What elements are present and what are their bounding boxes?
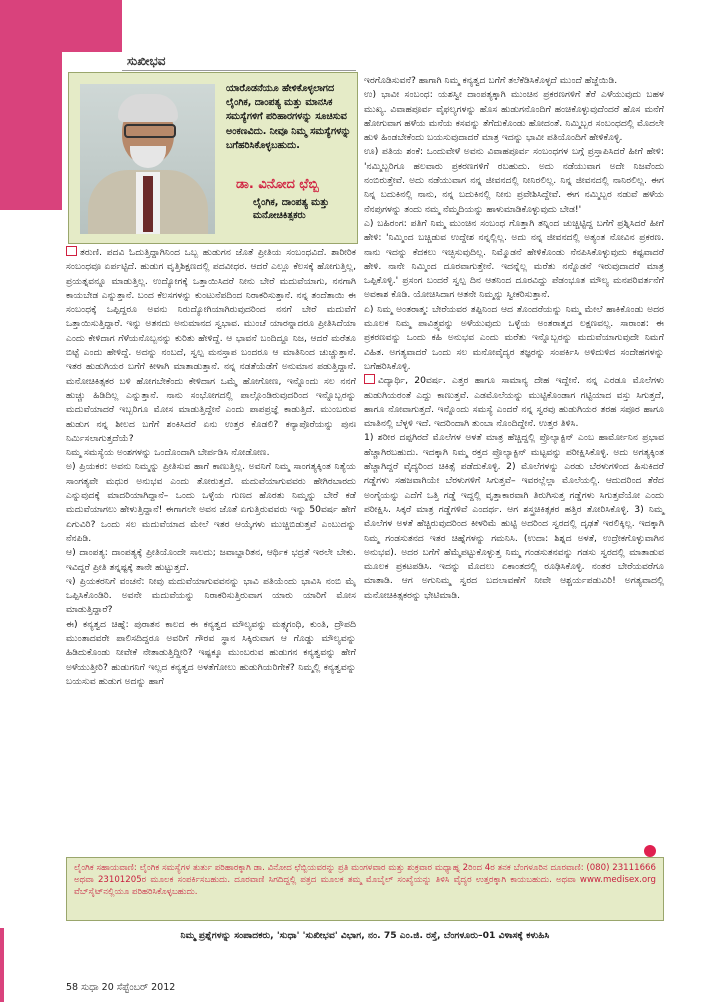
submission-address: ನಿಮ್ಮ ಪ್ರಶ್ನೆಗಳನ್ನು ಸಂಪಾದಕರು, 'ಸುಧಾ' 'ಸುಖೀಭವ' ವಿಭಾಗ, ನಂ. 75 ಎಂ.ಜಿ. ರಸ್ತೆ, ಬೆಂಗಳೂರು–01 ವಿಳಾಸಕ್ಕೆ ಕಳುಹಿಸಿ (180, 930, 550, 941)
question-2-paragraph: ವಿದ್ಯಾರ್ಥಿ, 20ವರ್ಷ. ಎತ್ತರ ಹಾಗೂ ಸಾಮಾನ್ಯ ದೇಹ ಇದ್ದೇನೆ. ನನ್ನ ಎರಡೂ ಮೊಲೆಗಳು ಹುಡುಗಿಯರಂತೆ ಎದ್ದು ಕಾಣುತ್ತವೆ. ಎಡಮೊಲೆಯನ್ನು ಮುಟ್ಟಿಕೊಂಡಾಗ ಗಟ್ಟಿಯಾದ ವಸ್ತು ಸಿಗುತ್ತದೆ, ಹಾಗೂ ನೋವಾಗುತ್ತದೆ. ಇನ್ನೊಂದು ಸಮಸ್ಯೆ ಎಂದರೆ ನನ್ನ ಸ್ವರವು ಹುಡುಗಿಯರ ತರಹ ಸಪೂರ ಹಾಗೂ ಮಾತಿನಲ್ಲಿ ಬೆಳ್ಳಳಿ ಇದೆ. ಇದರಿಂದಾಗಿ ತುಂಬಾ ನೊಂದಿದ್ದೇನೆ. ಉತ್ತರ ತಿಳಿಸಿ. (364, 375, 664, 430)
page-footer: 58 ಸುಧಾ 20 ಸೆಪ್ಟೆಂಬರ್ 2012 (66, 982, 176, 993)
answer-point-ee: ಏ) ನಿಮ್ಮ ಅಂತರಾತ್ಮ: ಬೇರೆಯವರ ತಪ್ಪಿನಿಂದ ಆದ ತೊಂದರೆಯನ್ನು ನಿಮ್ಮ ಮೇಲೆ ಹಾಕಿಕೊಂಡು ಅದರ ಮೂಲಕ ನಿಮ್ಮ ಪಾವಿತ್ರ್ಯವನ್ನು ಅಳೆಯುವುದು ಒಳ್ಳೆಯ ಅಂತರಾತ್ಮದ ಲಕ್ಷಣವಲ್ಲ. ಸಾರಾಂಶ: ಈ ಪ್ರಕರಣವನ್ನು ಒಂದು ಕಹಿ ಅನುಭವ ಎಂದು ಮರೆತು ಇನ್ನೊಬ್ಬರನ್ನು ಮದುವೆಯಾಗುವುದೇ ನಿಮಗೆ ವಿಹಿತ. ಅಗತ್ಯವಾದರೆ ಒಂದು ಸಲ ಮನೋವೈದ್ಯರ ತಜ್ಞರನ್ನು ಸಂಪರ್ಕಿಸಿ ಅಳಿದುಳಿದ ಸಂದೇಹಗಳನ್ನು ಬಗೆಹರಿಸಿಕೊಳ್ಳಿ. (364, 303, 664, 372)
right-column (364, 74, 664, 603)
answer-point-i: ಇ) ಪ್ರಿಯಕರನಿಗೆ ವಂಚನೆ: ನೀವು ಮದುವೆಯಾಗುವವನನ್ನು ಭಾವಿ ಪತಿಯೆಂದು ಭಾವಿಸಿ ನಂಬಿ ಮೈ ಒಪ್ಪಿಸಿಕೊಂಡಿರಿ. ಅವನೇ ಮದುವೆಯನ್ನು ನಿರಾಕರಿಸುತ್ತಿರುವಾಗ ಯಾರು ಯಾರಿಗೆ ಮೋಸ ಮಾಡುತ್ತಿದ್ದಾರೆ? (66, 575, 356, 616)
answer-point-uu: ಊ) ಪತಿಯ ಶಂಕೆ: ಒಂದುವೇಳೆ ಅವನು ವಿವಾಹಪೂರ್ವ ಸಂಬಂಧಗಳ ಬಗ್ಗೆ ಪ್ರಸ್ತಾಪಿಸಿದರೆ ಹೀಗೆ ಹೇಳಿ: 'ನಮ್ಮಿಬ್ಬರಿಗೂ ಹಲವಾರು ಪ್ರಕರಣಗಳಿಗೆ ರಬಹುದು. ಅದು ನಡೆಯುವಾಗ ಅದೇ ನಿಜವೆಂದು ನಂಬಿರುತ್ತೇವೆ. ಅದು ನಡೆಯುವಾಗ ನನ್ನ ಜೀವನದಲ್ಲಿ ನೀನಿರಲಿಲ್ಲ. ನಿನ್ನ ಜೀವನದಲ್ಲಿ ನಾನಿರಲಿಲ್ಲ. ಈಗ ನಿನ್ನ ಬದುಕಿನಲ್ಲಿ ನಾನು, ನನ್ನ ಬದುಕಿನಲ್ಲಿ ನೀನು ಪ್ರವೇಶಿಸಿದ್ದೇವೆ. ಈಗ ನಮ್ಮಿಬ್ಬರ ನಡುವೆ ಹಳೆಯ ನೆನಪುಗಳನ್ನು ತಂದು ನಮ್ಮ ನೆಮ್ಮದಿಯನ್ನು ಹಾಳುಮಾಡಿಕೊಳ್ಳುವುದು ಬೇಡ!' (364, 146, 664, 215)
answer-point-a: ಅ) ಪ್ರಿಯಕರ: ಅವನು ನಿಮ್ಮನ್ನು ಪ್ರೀತಿಸುವ ಹಾಗೆ ಕಾಣುತ್ತಿಲ್ಲ. ಅವನಿಗೆ ನಿಮ್ಮ ಸಾಂಗತ್ಯಕ್ಕಿಂತ ನಿತ್ಯೆಯ ಸಾಂಗತ್ಯವೇ ಮಧುರ ಅನುಭವ ಎಂದು ತೋರುತ್ತದೆ. ಮದುವೆಯಾಗುವವರು ಹೇಗಿರಬಾರದು ಎನ್ನುವುದಕ್ಕೆ ಮಾದರಿಯಾಗಿದ್ದಾನೆ– ಒಂದು ಒಳ್ಳೆಯ ಗುಣದ ಹೊರತು ನಿಮ್ಮನ್ನು ಬೇರೆ ಕಡೆ ಮದುವೆಯಾಗಲು ಹೇಳುತ್ತಿದ್ದಾನೆ! ಈಗಾಗಲೇ ಅವನ ಜೊತೆ ಏಗುತ್ತಿರುವವರು ಇನ್ನು 50ವರ್ಷ ಹೇಗೆ ಏಗುವಿರಿ? ಒಂದು ಸಲ ಮದುವೆಯಾದ ಮೇಲೆ ಇತರ ಆಯ್ಕೆಗಳು ಮುಚ್ಚಿಬಿಡುತ್ತವೆ ಎಂಬುದನ್ನು ನೆನಪಿಡಿ. (66, 461, 356, 544)
header-divider (122, 70, 356, 71)
author-name: ಡಾ. ವಿನೋದ ಛೆಬ್ಬಿ (236, 177, 319, 192)
answer-intro: ನಿಮ್ಮ ಸಮಸ್ಯೆಯ ಅಂಶಗಳನ್ನು ಒಂದೊಂದಾಗಿ ಬೇರ್ಪಡಿಸಿ ನೋಡೋಣ. (66, 447, 270, 459)
helpline-text: ಲೈಂಗಿಕ ಸಹಾಯವಾಣಿ: ಲೈಂಗಿಕ ಸಮಸ್ಯೆಗಳ ತುರ್ತು ಪರಿಹಾರಕ್ಕಾಗಿ ಡಾ. ವಿನೋದ ಛೆಬ್ಬಿಯವರನ್ನು ಪ್ರತಿ ಮಂಗಳವಾರ ಮತ್ತು ಶುಕ್ರವಾರ ಮಧ್ಯಾಹ್ನ 2ರಿಂದ 4ರ ತನಕ ಬೆಂಗಳೂರಿನ ದೂರವಾಣಿ: (080) 23111666 ಅಥವಾ 23101205ರ ಮೂಲಕ ಸಂಪರ್ಕಿಸಬಹುದು. ದೂರವಾಣಿ ಸಿಗದಿದ್ದಲ್ಲಿ ಪತ್ರದ ಮೂಲಕ ತಮ್ಮ ಮೊಬೈಲ್ ಸಂಖ್ಯೆಯನ್ನು ತಿಳಿಸಿ ವೈದ್ಯರ ಉತ್ತರಕ್ಕಾಗಿ ಕಾಯಬಹುದು. ಅಥವಾ www.medisex.org ವೆಬ್‌ಸೈಟ್‌ನಲ್ಲಿಯೂ ಪರಿಹರಿಸಿಕೊಳ್ಳಬಹುದು. (74, 863, 656, 898)
author-role: ಲೈಂಗಿಕ, ದಾಂಪತ್ಯ ಮತ್ತು ಮನೋಚಿಕಿತ್ಸಕರು (253, 197, 330, 221)
question-1-paragraph: ತರುಣಿ. ಪದವಿ ಓದುತ್ತಿದ್ದಾಗಿನಿಂದ ಒಬ್ಬ ಹುಡುಗನ ಜೊತೆ ಪ್ರೀತಿಯ ಸಂಬಂಧವಿದೆ. ಶಾರೀರಿಕ ಸಂಬಂಧವೂ ಏರ್ಪಟ್ಟಿದೆ. ಹುಡುಗ ವೃತ್ತಿಶಿಕ್ಷಣದಲ್ಲಿ ಪದವೀಧರ. ಆದರೆ ಎಲ್ಲೂ ಕೆಲಸಕ್ಕೆ ಹೋಗುತ್ತಿಲ್ಲ, ಪ್ರಯತ್ನವನ್ನೂ ಮಾಡುತ್ತಿಲ್ಲ. ಉದ್ಯೋಗಕ್ಕೆ ಒತ್ತಾಯಿಸಿದರೆ ನೀನು ಬೇರೆ ಮದುವೆಯಾಗು, ನನಗಾಗಿ ಕಾಯಬೇಡ ಎನ್ನುತ್ತಾನೆ. ಬಂದ ಕೆಲಸಗಳನ್ನು ಕುಂಟುನೆಪದಿಂದ ನಿರಾಕರಿಸುತ್ತಾನೆ. ನನ್ನ ತಂದೆತಾಯಿ ಈ ಸಂಬಂಧಕ್ಕೆ ಒಪ್ಪಿದ್ದರೂ ಅವನು ನಿರುದ್ಯೋಗಿಯಾಗಿರುವುದರಿಂದ ನನಗೆ ಬೇರೆ ಮದುವೆಗೆ ಒತ್ತಾಯಿಸುತ್ತಿದ್ದಾರೆ. ಇನ್ನು ಅತನದು ಅನುಮಾನದ ಸ್ವಭಾವ. ಮುಂಚೆ ಯಾರನ್ನಾದರೂ ಪ್ರೀತಿಸಿದೆಯಾ ಎಂದು ಕೇಳಿದಾಗ ಗೆಳೆಯನೊಬ್ಬನನ್ನು ಕುರಿತು ಹೇಳಿದ್ದೆ. ಆ ಭಾವನೆ ಬಂದಿದ್ದೂ ನಿಜ, ಆದರೆ ಮರೆತೂ ಬಿಟ್ಟೆ ಎಂದು ಹೇಳಿದ್ದೆ. ಅದನ್ನು ನಂಬದೆ, ಸ್ವಲ್ಪ ಮನಸ್ತಾಪ ಬಂದರೂ ಆ ಮಾತಿನಿಂದ ಚುಚ್ಚುತ್ತಾನೆ. ಇತರ ಹುಡುಗಿಯರ ಬಗೆಗೆ ಕೀಳಾಗಿ ಮಾತಾಡುತ್ತಾನೆ. ನನ್ನ ನಡತೆಯೆಡೆಗೆ ಅನುಮಾನ ಪಡುತ್ತಿದ್ದಾನೆ. ಮನೋಚಿಕಿತ್ಸಕರ ಬಳಿ ಹೋಗಬೇಕೆಂದು ಕೇಳಿದಾಗ ಒಮ್ಮೆ ಹೋಗೋಣ, ಇನ್ನೊಂದು ಸಲ ನನಗೆ ಹುಚ್ಚು ಹಿಡಿದಿಲ್ಲ ಎನ್ನುತ್ತಾನೆ. ನಾನು ಸಂಭೋಗದಲ್ಲಿ ಪಾಲ್ಗೊಂಡಿರುವುದರಿಂದ ಇನ್ನೊಬ್ಬರನ್ನು ಮದುವೆಯಾದರೆ ಇಬ್ಬರಿಗೂ ಮೋಸ ಮಾಡುತ್ತಿದ್ದೇನೆ ಎಂದು ಪಾಪಪ್ರಜ್ಞೆ ಕಾಡುತ್ತಿದೆ. ಮುಂಬರುವ ಹುಡುಗ ನನ್ನ ಶೀಲದ ಬಗೆಗೆ ಶಂಕಿಸಿದರೆ ಏನು ಉತ್ತರ ಕೊಡಲಿ? ಕನ್ಯಾಪೊರೆಯನ್ನು ಪುನಃ ನಿರ್ಮಿಸಲಾಗುತ್ತದೆಯೆ? (66, 247, 356, 444)
answer-continued: ಇರಗೊಡಿಸುವನೆ? ಹಾಗಾಗಿ ನಿಮ್ಮ ಕನ್ಯತ್ವದ ಬಗೆಗೆ ತಲೆಕೆಡಿಸಿಕೊಳ್ಳದೆ ಮುಂದೆ ಹೆಜ್ಜೆಯಿಡಿ. (364, 75, 618, 86)
corner-decoration (0, 0, 62, 210)
end-dot-icon (644, 845, 656, 857)
answer-point-u: ಉ) ಭಾವೀ ಸಂಬಂಧ: ಯಶಸ್ವೀ ದಾಂಪತ್ಯಕ್ಕಾಗಿ ಮುಂಚಿನ ಪ್ರಕರಣಗಳಿಗೆ ತೆರೆ ಎಳೆಯುವುದು ಬಹಳ ಮುಖ್ಯ. ವಿವಾಹಪೂರ್ವ ವೈಫಲ್ಯಗಳನ್ನು ಹೊಸ ಹುಡುಗನೊಂದಿಗೆ ಹಂಚಿಕೊಳ್ಳುವುದೆಂದರೆ ಹೊಸ ಮನೆಗೆ ಹೋಗುವಾಗ ಹಳೆಯ ಮನೆಯ ಕಸವನ್ನು ತೆಗೆದುಕೊಂಡು ಹೋದಂತೆ. ನಿಮ್ಮಿಬ್ಬರ ಸಂಬಂಧದಲ್ಲಿ ಮೊದಲೇ ಹುಳಿ ಹಿಂಡಬೇಕೆಂದು ಬಯಸುವುದಾದರೆ ಮಾತ್ರ ಇದನ್ನು ಭಾವೀ ಪತಿಯೊಂದಿಗೆ ಹೇಳಿಕೊಳ್ಳಿ. (364, 89, 664, 144)
section-label: ಸುಖೀಭವ (127, 54, 166, 68)
answer-point-ii: ಈ) ಕನ್ಯತ್ವದ ಚಿಹ್ನೆ: ಪುರಾತನ ಕಾಲದ ಈ ಕನ್ಯತ್ವದ ಮೌಲ್ಯವನ್ನು ಮತ್ಸ್ಯಗಂಧಿ, ಕುಂತಿ, ದ್ರೌಪದಿ ಮುಂತಾದವರೇ ಪಾಲಿಸದಿದ್ದರೂ ಅವರಿಗೆ ಗೌರವ ಸ್ಥಾನ ಸಿಕ್ಕಿರುವಾಗ ಆ ಗೊಡ್ಡು ಮೌಲ್ಯವನ್ನು ಹಿಡಿದುಕೊಂಡು ನೀವೇಕೆ ನೇತಾಡುತ್ತಿದ್ದೀರಿ? ಇಷ್ಟಕ್ಕೂ ಮುಂಬರುವ ಹುಡುಗನ ಕನ್ಯತ್ವವನ್ನು ಹೇಗೆ ಅಳೆಯುತ್ತೀರಿ? ಹುಡುಗನಿಗೆ ಇಲ್ಲದ ಕನ್ಯತ್ವದ ಅಳತೆಗೋಲು ಹುಡುಗಿಯರಿಗೇಕೆ? ನಿಮ್ಮಲ್ಲಿ ಕನ್ಯತ್ವವನ್ನು ಬಯಸುವ ಹುಡುಗ ಅದನ್ನು ಹಾಗೆ (66, 618, 356, 687)
corner-tab-decoration (62, 0, 122, 52)
question-marker-icon (364, 374, 375, 384)
left-column (66, 246, 356, 689)
answer-point-aa: ಆ) ದಾಂಪತ್ಯ: ದಾಂಪತ್ಯಕ್ಕೆ ಪ್ರೀತಿಯೊಂದೇ ಸಾಲದು; ಜವಾಬ್ದಾರಿತನ, ಆರ್ಥಿಕ ಭದ್ರತೆ ಇರಲೇ ಬೇಕು. ಇವಿದ್ದರೆ ಪ್ರೀತಿ ತನ್ನಷ್ಟಕ್ಕೆ ತಾನೇ ಹುಟ್ಟುತ್ತದೆ. (66, 547, 356, 573)
map-icon (148, 18, 170, 38)
left-edge-bar (0, 928, 4, 1002)
answer-2-paragraph: 1) ಶರೀರ ದಪ್ಪಗಿರದೆ ಮೊಲೆಗಳ ಅಳತೆ ಮಾತ್ರ ಹೆಚ್ಚಿದ್ದಲ್ಲಿ ಪ್ರೊಲ್ಯಾಕ್ಟಿನ್ ಎಂಬ ಹಾರ್ಮೋನಿನ ಪ್ರಭಾವ ಹೆಚ್ಚಾಗಿರಬಹುದು. ಇದಕ್ಕಾಗಿ ನಿಮ್ಮ ರಕ್ತದ ಪ್ರೊಲ್ಯಾಕ್ಟಿನ್ ಮಟ್ಟವನ್ನು ಪರೀಕ್ಷಿಸಿಕೊಳ್ಳಿ. ಅದು ಅಗತ್ಯಕ್ಕಿಂತ ಹೆಚ್ಚಾಗಿದ್ದರೆ ವೈದ್ಯರಿಂದ ಚಿಕಿತ್ಸೆ ಪಡೆದುಕೊಳ್ಳಿ. 2) ಮೊಲೆಗಳನ್ನು ಎರಡು ಬೆರಳುಗಳಿಂದ ಹಿಸುಕಿದರೆ ಗಡ್ಡೆಗಳು ಸಹಜವಾಗಿಯೇ ಬೆರಳುಗಳಿಗೆ ಸಿಗುತ್ತವೆ– ಇವರಲ್ಲೆಲ್ಲಾ ಮೊಲೆಯಲ್ಲಿ. ಆದುದರಿಂದ ತೆರೆದ ಅಂಗೈಯನ್ನು ಎದೆಗೆ ಒತ್ತಿ ಗಡ್ಡೆ ಇದ್ದಲ್ಲಿ ವೃತ್ತಾಕಾರವಾಗಿ ತಿರುಗಿಸುತ್ತ ಗಡ್ಡೆಗಳು ಸಿಗುತ್ತವೆಯೋ ಎಂದು ಪರೀಕ್ಷಿಸಿ. ಸಿಕ್ಕರೆ ಮಾತ್ರ ಗಡ್ಡೆಗಳಿವೆ ಎಂದರ್ಥ. ಆಗ ಶಸ್ತ್ರಚಿಕಿತ್ಸಕರ ಹತ್ತಿರ ತೋರಿಸಿಕೊಳ್ಳಿ. 3) ನಿಮ್ಮ ಮೊಲೆಗಳ ಅಳತೆ ಹೆಚ್ಚಿರುವುದರಿಂದ ಕೀಳರಿಮೆ ಹುಟ್ಟಿ ಅದರಿಂದ ಸ್ವರದಲ್ಲಿ ದೃಢತೆ ಇರಲಿಕ್ಕಿಲ್ಲ. ಇದಕ್ಕಾಗಿ ನಿಮ್ಮ ಗಂಡಸುತನದ ಇತರ ಚಿಹ್ನೆಗಳನ್ನು ಗಮನಿಸಿ. (ಉದಾ: ಶಿಶ್ನದ ಅಳತೆ, ಉದ್ರೇಕಗೊಳ್ಳುವಾಗಿನ ಅನುಭವ). ಅದರ ಬಗೆಗೆ ಹೆಮ್ಮೆಪಟ್ಟುಕೊಳ್ಳುತ್ತ ನಿಮ್ಮ ಗಂಡಸುತನವನ್ನು ಗಡಸು ಸ್ವರದಲ್ಲಿ ಮಾತಾಡುವ ಮೂಲಕ ಪ್ರಕಟಪಡಿಸಿ. ಇದನ್ನು ಮೊದಲು ಏಕಾಂತದಲ್ಲಿ ರೂಢಿಸಿಕೊಳ್ಳಿ. ನಂತರ ಬೇರೆಯವರೆಗೂ ಮಾತಾಡಿ. ಆಗ ಅಗುನಿಮ್ಮ ಸ್ವರದ ಬದಲಾವಣೆಗೆ ನೀವೇ ಆಶ್ಚರ್ಯಪಡುವಿರಿ! ಅಗತ್ಯವಾದಲ್ಲಿ ಮನೋಚಿಕಿತ್ಸಕರನ್ನು ಭೇಟಿಮಾಡಿ. (364, 432, 664, 601)
question-marker-icon (66, 246, 77, 256)
column-intro-quote: ಯಾರೊಡನೆಯೂ ಹೇಳಿಕೊಳ್ಳಲಾಗದ ಲೈಂಗಿಕ, ದಾಂಪತ್ಯ ಮತ್ತು ಮಾನಸಿಕ ಸಮಸ್ಯೆಗಳಿಗೆ ಪರಿಹಾರಗಳನ್ನು ಸೂಚಿಸುವ ಅಂಕಣವಿದು. ನೀವೂ ನಿಮ್ಮ ಸಮಸ್ಯೆಗಳನ್ನು ಬಗೆಹರಿಸಿಕೊಳ್ಳಬಹುದು. (226, 83, 351, 151)
answer-point-e: ಎ) ಬಹಿರಂಗ: ಪತಿಗೆ ನಿಮ್ಮ ಮುಂಚಿನ ಸಂಬಂಧ ಗೊತ್ತಾಗಿ ತನ್ನಿಂದ ಚುಚ್ಚಿಟ್ಟಿದ್ದ ಬಗೆಗೆ ಪ್ರಶ್ನಿಸಿದರೆ ಹೀಗೆ ಹೇಳಿ: 'ನಿಮ್ಮಿಂದ ಬಚ್ಚಿಡುವ ಉದ್ದೇಶ ನನ್ನಲ್ಲಿಲ್ಲ. ಅದು ನನ್ನ ಜೀವನದಲ್ಲಿ ಅತ್ಯಂತ ನೋವಿನ ಪ್ರಕರಣ. ನಾನು ಇದನ್ನು ಕೆದಕಲು ಇಚ್ಛಿಸುವುದಿಲ್ಲ. ನಿಮ್ಮೊಡನೆ ಹೇಳಿಕೊಂಡು ನೆನಪಿಸಿಕೊಳ್ಳುವುದು ಕಷ್ಟವಾದರೆ ಹೇಳಿ. ನಾನೇ ನಿಮ್ಮಿಂದ ದೂರವಾಗುತ್ತೇನೆ. ಇದನ್ನೆಲ್ಲ ಮರೆತು ನನ್ನೊಡನೆ ಇರುವುದಾದರೆ ಮಾತ್ರ ಒಪ್ಪಿಕೊಳ್ಳಿ.' ಪ್ರಸಂಗ ಬಂದರೆ ಸ್ವಲ್ಪ ದಿನ ಆತನಿಂದ ದೂರವಿದ್ದು ಪೆಡಂಭೂತ ಮೌಲ್ಯ ಮನಪರಿವರ್ತನೆಗೆ ಅವಕಾಶ ಕೊಡಿ. ಯೋಚಿಸಿದಾಗ ಆತನೇ ನಿಮ್ಮನ್ನು ಸ್ವೀಕರಿಸುತ್ತಾನೆ. (364, 217, 664, 301)
author-photo (80, 84, 215, 234)
